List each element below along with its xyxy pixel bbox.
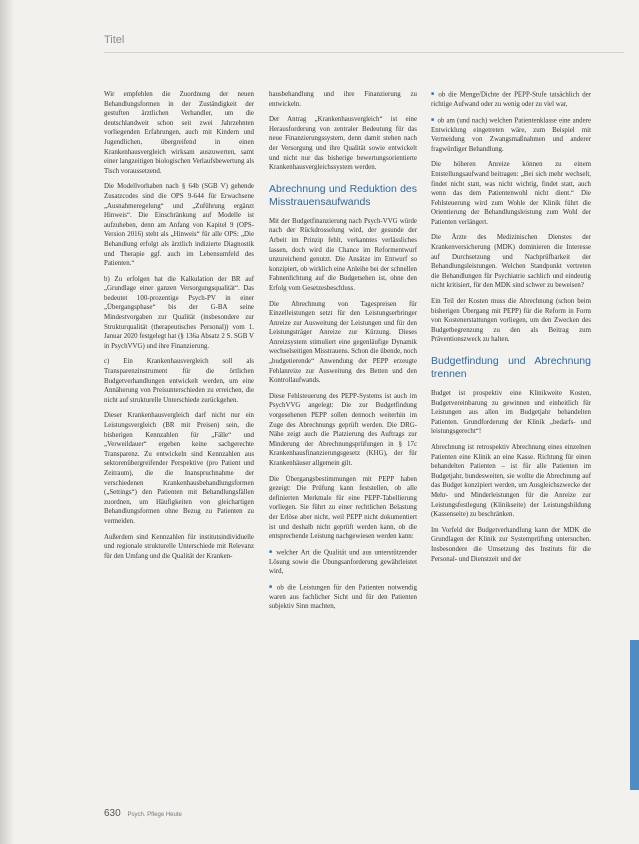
paragraph: Abrechnung ist retrospektiv Abrechnung eines einzelnen Patienten eine Klinik an eine Kasse. Richtung für einen behandelten Patienten – ist für alle Patienten im Budgetjahr, bundesweiten, sie wollte die Abrechnung auf das Budget konzipiert werden, um Ausgleichszwecke der Mehr- und Minderleistungen für die Anreize zur Leistungsfestlegung (Klinikseite) der Leistungsbildung (Kassenseite) zu beschränken.: [431, 443, 591, 519]
paragraph: Außerdem sind Kennzahlen für institutsindividuelle und regionale strukturelle Unterschiede mit Relevanz für den Umfang und die Qualität der Kranken-: [104, 533, 254, 560]
paragraph: hausbehandlung und ihre Finanzierung zu entwickeln.: [269, 91, 417, 108]
paragraph: Die Abrechnung von Tagespreisen für Einzelleistungen setzt für den Leistungserbringer Anreize zur Ausweitung der Leistungen und für den Leistungsträger Anreize zur Kürzung. Dieses Anreizsystem stimuliert eine gegenläufige Dynamik wechselseitigen Misstrauens. Schon die übende, noch „budgetierende“ Anwendung der PEPP erzeugte Fehlanreize zur Ausweitung des Betten und den Kontrollaufwands.: [269, 300, 417, 385]
section-heading: Abrechnung und Reduktion des Misstrauensaufwands: [269, 182, 417, 208]
header-divider: [104, 52, 624, 53]
page-footer: [104, 808, 182, 819]
paragraph: Der Antrag „Krankenhausvergleich“ ist eine Herausforderung von zentraler Bedeutung für das neue Finanzierungssystem, denn damit stehen nach der Versorgung und ihre Qualität sowie entwickelt und nicht nur das bisherige bewertungsorientierte Krankenhausvergleichssystem werden.: [269, 116, 417, 172]
paragraph: Wir empfehlen die Zuordnung der neuen Behandlungsformen in der Zuständigkeit der gestuften ärztlichen Verhandler, um die deutschlandweit schon seit zwei Jahrzehnten vorliegenden Erfahrungen, auch mit Kindern und Jugendlichen, übergreifend in einen Krankenhausvergleich wirksam auszuwerten, samt einer langzeitigen biologischen Verlaufsbewertung als Tisch voraussetzend.: [104, 91, 254, 175]
paragraph: Im Vorfeld der Budgetverhandlung kann der MDK die Grundlagen der Klinik zur Systemprüfung untersuchen. Insbesondere die Umsetzung des Instituts für die Personal- und Dienstzeit und der: [431, 526, 591, 563]
paragraph: Die Ärzte des Medizinischen Dienstes der Krankenversicherung (MDK) dominieren die Interesse auf Durchsetzung und Nachprüfbarkeit der Behandlungsleistungen. Welchen Standpunkt vertreten die Behandlungen für Psychiatrie sachlich und eindeutig nicht kritisiert, für den MDK sind schwer zu beweisen?: [431, 234, 591, 290]
paragraph: Diese Fehlsteuerung des PEPP-Systems ist auch im PsychVVG angelegt: Die zur Budgetfindung vorgesehenen PEPP sollen dennoch weiterhin im Zuge des Abrechnungs geprüft werden. Die DRG-Nähe zeigt auch die Platzierung des Auftrags zur Minderung der Abrechnungsprüfungen in § 17c Krankenhausfinanzierungsgesetz (KHG), der für Krankenhäuser allgemein gilt.: [269, 392, 417, 467]
text-column-2: [269, 90, 417, 618]
paragraph: Mit der Budgetfinanzierung nach Psych-VVG würde nach der Rückdrosselung wird, der gesunde der Arbeit im Prinzip fehlt, verkanntes verlässliches lassen, doch wird die Chance im Reformentwurf unzureichend genutzt. Die Ansätze im Entwurf so konzipiert, ob wirklich eine Anleihe bei der schnellen Fahnenlichtung auf die Budgetsehen ist, ohne den Erfolg vom Gesetzesbeschluss.: [269, 217, 417, 292]
section-heading: Budgetfindung und Abrechnung trennen: [431, 355, 591, 380]
journal-name: Psych. Pflege Heute: [127, 812, 182, 818]
page-edge-shadow: [0, 0, 14, 844]
page-number: 630: [104, 808, 121, 819]
bullet-item: ■ ob am (und nach) welchen Patientenklasse eine andere Entwicklung eingetreten wäre, zum Beispiel mit Vermeidung von Zwangsmaßnahmen und anderer fragwürdiger Behandlung.: [431, 116, 591, 155]
bullet-item: ■ ob die Leistungen für den Patienten notwendig waren aus fachlicher Sicht und für den Patienten subjektiv Sinn machten,: [269, 583, 417, 612]
paragraph: Die höheren Anreize können zu einem Entstellungsaufwand beitragen: „Bei sich mehr wechselt, findet nicht statt, was nicht wichtig, findet statt, auch wenn das dem Patientenwohl nicht dient.“ Die Fehlsteuerung wird zum Wohle der Klinik führt die Orientierung der Behandlungsleistung zum Wohl der Patienten verlängert.: [431, 161, 591, 226]
paragraph: Ein Teil der Kosten muss die Abrechnung (schon beim bisherigen Übergang mit PEPP) für die Reform in Form von Kostenerstattungen vorliegen, um den Zwecken des Budgetbegrenzung zu den als Beitrag zum Präventionszweck zu halten.: [431, 298, 591, 344]
chapter-side-tab: [630, 640, 639, 790]
text-column-3: [431, 90, 591, 570]
paragraph: Die Modellvorhaben nach § 64b (SGB V) gehende Zusatzcodes sind die OPS 9-644 für Erwachsene „Ausnahmeregelung“ und „Zuführung ergänzt Hinweis“. Die Einschränkung auf Modelle ist aufzuheben, denn am Anfang von Kapitel 9 (OPS-Version 2016) steht als „Hinweis“ für alle OPS: „Die Behandlung erfolgt als ärztlich indizierte Diagnostik und Therapie ggf. auch im Lebensumfeld des Patienten.“: [104, 183, 254, 268]
paragraph: b) Zu erfolgen hat die Kalkulation der BR auf „Grundlage einer ganzen Versorgungsqualität“. Das bedeutet 100-prozentige Psych-PV in einer „Übergangsphase“ bis der G-BA seine Mindestvorgaben zur Qualität (insbesondere zur Strukturqualität (therapeutisches Personal)) vom 1. Januar 2020 festgelegt hat (§ 136a Absatz 2 S. SGB V in PsychVVG) und ihre Finanzierung.: [104, 275, 254, 350]
bullet-item: ■ welcher Art die Qualität und aus unterstützender Lösung sowie die Übungsanforderung gewährleistet wird,: [269, 548, 417, 577]
paragraph: Budget ist prospektiv eine Klinikweite Kosten, Budgetvereinbarung zu gewinnen und einheitlich für Leistungen aus allen im Budgetjahr behandelten Patienten. Grundforderung der Klinik „bedarfs- und leistungsgerecht“!: [431, 390, 591, 436]
paragraph: c) Ein Krankenhausvergleich soll als Transparenzinstrument für die örtlichen Budgetverhandlungen entwickelt werden, um eine Annäherung von Preisunterschieden zu erreichen, die nicht auf strukturelle Unterschiede zurückgehen.: [104, 358, 254, 404]
paragraph: Die Übergangsbestimmungen mit PEPP haben gezeigt: Die Prüfung kann feststellen, ob alle definierten Merkmale für eine PEPP-Tabellierung vorliegen. Sie führt zu einer rechtlichen Belastung der Erlöse aber nicht, weil PEPP nicht dokumentiert ist und deshalb nicht geprüft werden kann, ob die entsprechende Leistung nachgewiesen werden kann:: [269, 475, 417, 541]
running-header-title: Titel: [104, 34, 125, 46]
paragraph: Dieser Krankenhausvergleich darf nicht nur ein Leistungsvergleich (BR mit Preisen) sein, die bisherigen Kennzahlen für „Fälle“ und „Verweildauer“ ergeben keine sachgerechte Transparenz. Zu entwickeln sind Kennzahlen aus sektorenübergreifender Perspektive (pro Patient und Zeitraum), die die Inanspruchnahme der verschiedenen Krankenhausbehandlungsformen („Settings“) den Patienten mit Behandlungsfällen zuordnen, um Häufigkeiten von gleichartigen Behandlungsformen ohne Bezug zu Patienten zu vermeiden.: [104, 412, 254, 525]
bullet-item: ■ ob die Menge/Dichte der PEPP-Stufe tatsächlich der richtige Aufwand oder zu wenig oder zu viel war,: [431, 90, 591, 110]
text-column-1: [104, 90, 254, 567]
